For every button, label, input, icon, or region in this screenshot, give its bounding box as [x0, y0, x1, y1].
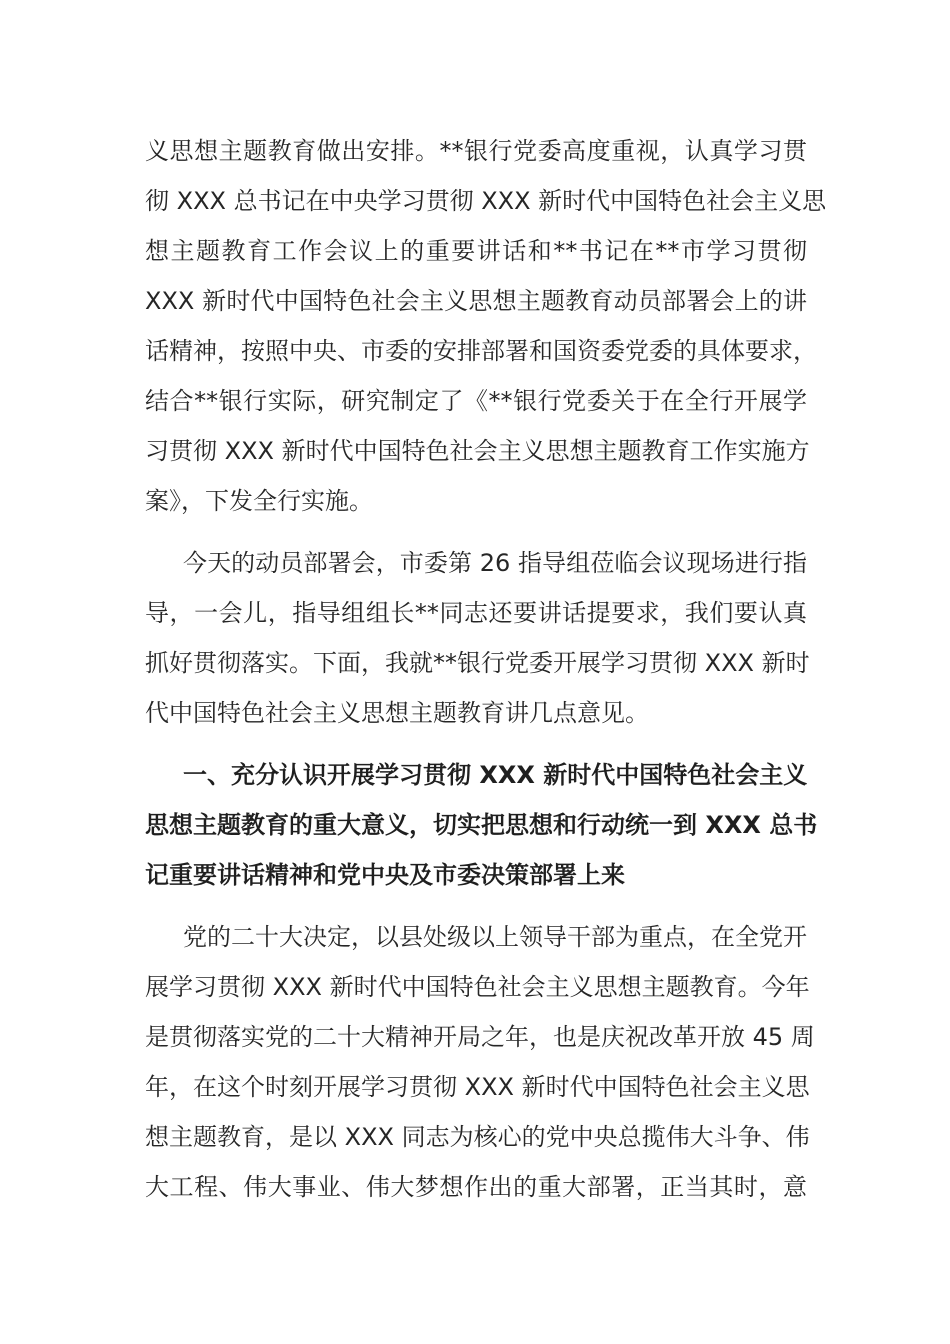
text-line: 导，一会儿，指导组组长**同志还要讲话提要求，我们要认真	[145, 599, 807, 627]
paragraph-significance	[145, 912, 815, 1212]
text-line: XXX 新时代中国特色社会主义思想主题教育动员部署会上的讲	[145, 287, 807, 315]
text-line: 想主题教育工作会议上的重要讲话和**书记在**市学习贯彻	[145, 237, 807, 265]
heading-line: 记重要讲话精神和党中央及市委决策部署上来	[145, 861, 625, 889]
text-line: 今天的动员部署会，市委第 26 指导组莅临会议现场进行指	[183, 549, 807, 577]
text-line: 代中国特色社会主义思想主题教育讲几点意见。	[145, 699, 649, 727]
text-line: 习贯彻 XXX 新时代中国特色社会主义思想主题教育工作实施方	[145, 437, 810, 465]
text-line: 年，在这个时刻开展学习贯彻 XXX 新时代中国特色社会主义思	[145, 1073, 810, 1101]
section-heading	[145, 750, 818, 900]
text-line: 彻 XXX 总书记在中央学习贯彻 XXX 新时代中国特色社会主义思	[145, 187, 827, 215]
text-line: 结合**银行实际，研究制定了《**银行党委关于在全行开展学	[145, 387, 807, 415]
text-line: 抓好贯彻落实。下面，我就**银行党委开展学习贯彻 XXX 新时	[145, 649, 810, 677]
text-line: 话精神，按照中央、市委的安排部署和国资委党委的具体要求，	[145, 337, 817, 365]
text-line: 想主题教育，是以 XXX 同志为核心的党中央总揽伟大斗争、伟	[145, 1123, 810, 1151]
heading-line: 一、充分认识开展学习贯彻 XXX 新时代中国特色社会主义	[183, 761, 808, 789]
text-line: 义思想主题教育做出安排。**银行党委高度重视，认真学习贯	[145, 137, 807, 165]
text-line: 案》，下发全行实施。	[145, 487, 373, 515]
text-line: 是贯彻落实党的二十大精神开局之年，也是庆祝改革开放 45 周	[145, 1023, 815, 1051]
text-line: 大工程、伟大事业、伟大梦想作出的重大部署，正当其时，意	[145, 1173, 807, 1201]
paragraph-continued	[145, 126, 827, 526]
text-line: 展学习贯彻 XXX 新时代中国特色社会主义思想主题教育。今年	[145, 973, 810, 1001]
document-body	[145, 126, 827, 1212]
heading-line: 思想主题教育的重大意义，切实把思想和行动统一到 XXX 总书	[145, 811, 818, 839]
text-line: 党的二十大决定，以县处级以上领导干部为重点，在全党开	[183, 923, 807, 951]
paragraph-meeting	[145, 538, 810, 738]
